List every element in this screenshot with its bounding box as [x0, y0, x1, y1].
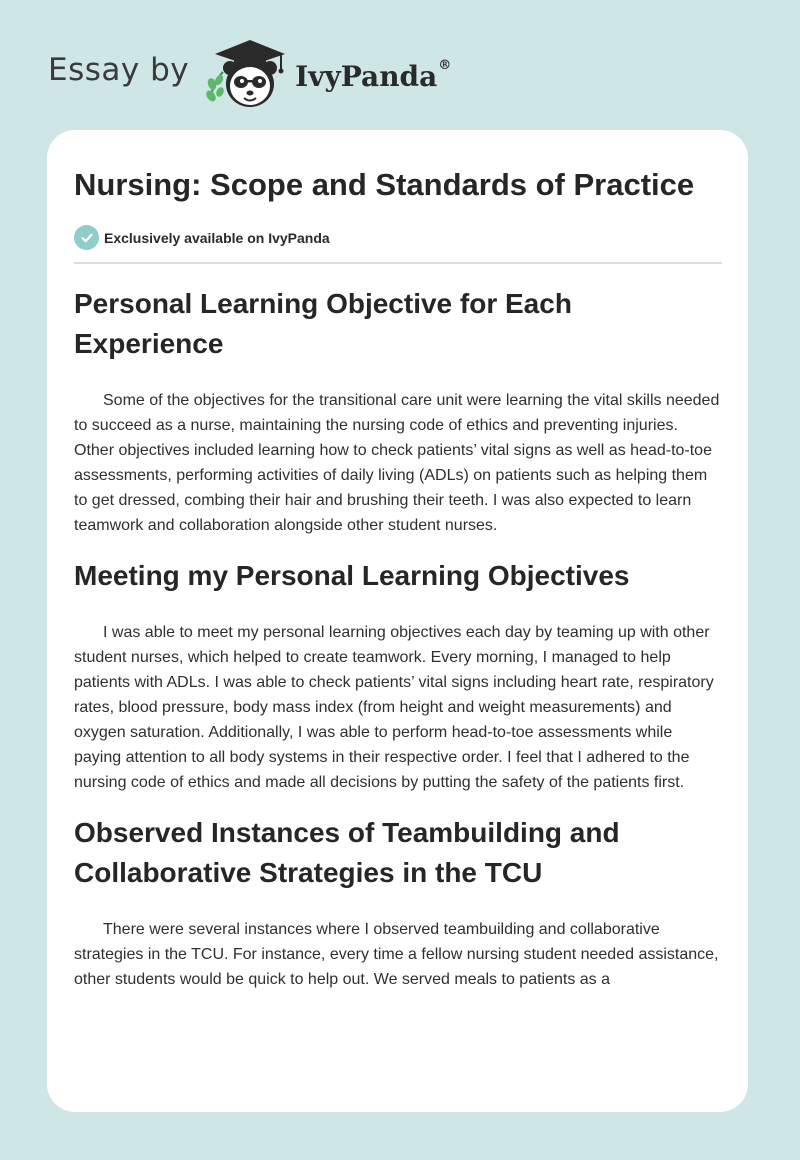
- brand-name[interactable]: IvyPanda®: [295, 57, 452, 93]
- section-paragraph: There were several instances where I observed teambuilding and collaborative strategies in the TCU. For instance, every time a fellow nursing student needed assistance, other students would be quick to help out. We served meals to patients as a: [74, 921, 719, 988]
- registered-mark: ®: [438, 57, 452, 73]
- page-title: Nursing: Scope and Standards of Practice: [74, 167, 695, 202]
- check-circle-icon: [74, 225, 99, 250]
- site-header: [48, 34, 451, 114]
- panda-graduate-logo-icon: [203, 36, 289, 112]
- section-paragraph: I was able to meet my personal learning objectives each day by teaming up with other student nurses, which helped to create teamwork. Every morning, I managed to help patients with ADLs. I was able to check patients’ vital signs including heart rate, respiratory rates, blood pressure, body mass index (from height and weight measurements) and oxygen saturation. Additionally, I was able to perform head-to-toe assessments while paying attention to all body systems in their respective order. I feel that I adhered to the nursing code of ethics and made all decisions by putting the safety of the patients first.: [74, 624, 714, 791]
- essay-card: [47, 130, 748, 1112]
- exclusive-badge-row: [74, 225, 722, 264]
- section-heading: Personal Learning Objective for Each Experience: [74, 288, 572, 359]
- section-heading: Meeting my Personal Learning Objectives: [74, 560, 630, 591]
- section-heading: Observed Instances of Teambuilding and Collaborative Strategies in the TCU: [74, 817, 620, 888]
- essay-by-label: Essay by: [48, 52, 190, 88]
- section-paragraph: Some of the objectives for the transitional care unit were learning the vital skills needed to succeed as a nurse, maintaining the nursing code of ethics and preventing injuries. Other objectives included learning how to check patients’ vital signs as well as head-to-toe assessments, performing activities of daily living (ADLs) on patients such as helping them to get dressed, combing their hair and brushing their teeth. I was also expected to learn teamwork and collaboration alongside other student nurses.: [74, 392, 720, 534]
- exclusive-label: Exclusively available on IvyPanda: [104, 229, 330, 246]
